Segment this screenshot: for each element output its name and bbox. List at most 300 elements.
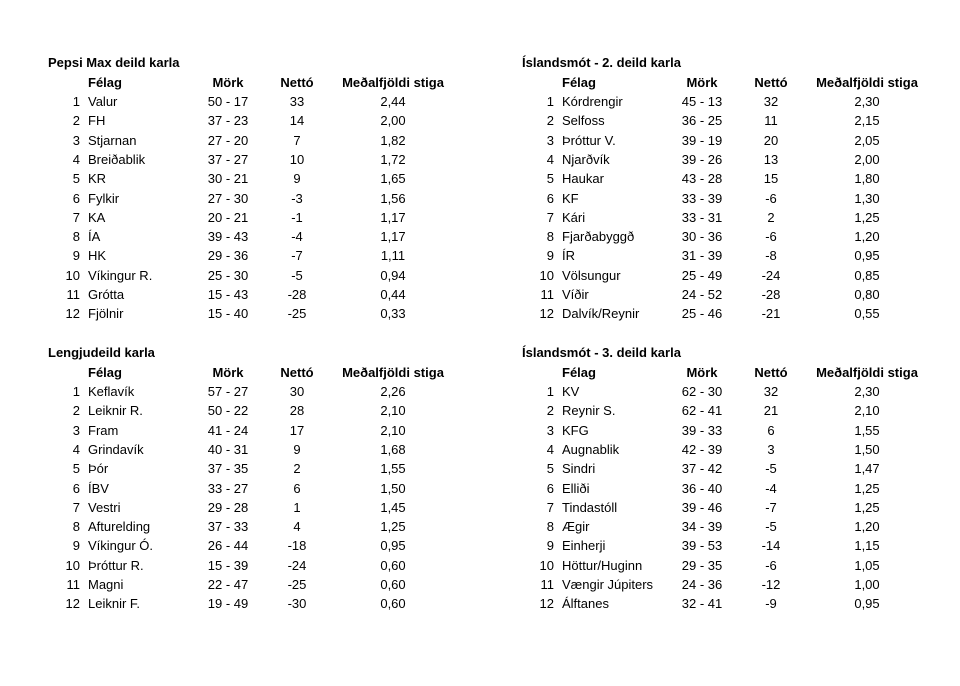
club-cell: Fram [88,422,119,438]
rank-cell: 6 [72,190,80,206]
table-header-row [48,363,488,382]
table-row [522,556,960,575]
table-row [48,150,488,169]
club-cell: Völsungur [562,267,621,283]
club-cell: Leiknir R. [88,403,143,419]
rank-cell: 1 [546,94,554,109]
club-cell: Vængir Júpiters [562,577,654,592]
net-cell: 32 [763,384,779,399]
table-header-row [48,73,488,92]
club-cell: KFG [562,422,589,438]
average-points-cell: 2,15 [854,113,880,129]
score-cell: 26 - 44 [207,538,249,554]
table-row [48,189,488,208]
average-points-cell: 2,30 [854,94,880,109]
table-row [48,131,488,150]
score-cell: 24 - 52 [681,287,723,302]
net-cell: 20 [763,132,779,148]
rank-cell: 4 [546,441,554,457]
club-cell: Fjölnir [88,306,124,322]
net-cell: 30 [289,384,305,399]
table-row [48,498,488,517]
header-club: Félag [562,365,596,380]
net-cell: -7 [765,499,777,515]
net-cell: 9 [293,441,301,457]
score-cell: 42 - 39 [681,441,723,457]
club-cell: Víkingur Ó. [88,538,154,554]
table-row [522,536,960,555]
rank-cell: 8 [72,229,80,245]
average-points-cell: 2,10 [380,422,406,438]
average-points-cell: 2,10 [380,403,406,419]
average-points-cell: 2,30 [854,384,880,399]
score-cell: 15 - 39 [207,557,249,573]
score-cell: 29 - 28 [207,499,249,515]
header-net: Nettó [754,75,788,90]
club-cell: Sindri [562,461,596,477]
club-cell: ÍBV [88,480,109,496]
net-cell: 10 [289,151,305,167]
score-cell: 40 - 31 [207,441,249,457]
club-cell: ÍA [88,229,101,245]
table-row [48,227,488,246]
rank-cell: 2 [546,403,554,419]
score-cell: 19 - 49 [207,596,249,612]
net-cell: -3 [291,190,303,206]
score-cell: 20 - 21 [207,209,249,225]
table-row [48,169,488,188]
rank-cell: 7 [72,499,80,515]
net-cell: 33 [289,94,305,109]
net-cell: 6 [767,422,775,438]
score-cell: 27 - 20 [207,132,249,148]
table-row [48,440,488,459]
average-points-cell: 1,05 [854,557,880,573]
club-cell: Leiknir F. [88,596,141,612]
header-average-points: Meðalfjöldi stiga [816,365,918,380]
table-row [522,111,960,130]
score-cell: 43 - 28 [681,171,723,187]
rank-cell: 5 [546,461,554,477]
rank-cell: 9 [72,538,80,554]
club-cell: Breiðablik [88,151,146,167]
net-cell: -4 [291,229,303,245]
net-cell: -24 [761,267,781,283]
score-cell: 29 - 36 [207,248,249,264]
club-cell: KA [88,209,106,225]
average-points-cell: 2,44 [380,94,406,109]
rank-cell: 10 [65,557,80,573]
rank-cell: 2 [72,113,80,129]
rank-cell: 7 [546,499,554,515]
average-points-cell: 1,50 [380,480,406,496]
average-points-cell: 0,80 [854,287,880,302]
standings-table [522,55,960,328]
club-cell: Þór [88,461,109,477]
club-cell: Reynir S. [562,403,616,419]
table-row [522,421,960,440]
table-row [48,517,488,536]
score-cell: 37 - 42 [681,461,723,477]
average-points-cell: 1,17 [380,229,406,245]
table-row [522,208,960,227]
table-row [522,246,960,265]
club-cell: Kórdrengir [562,94,623,109]
rank-cell: 3 [546,132,554,148]
club-cell: Einherji [562,538,606,554]
score-cell: 34 - 39 [681,519,723,535]
average-points-cell: 1,25 [854,209,880,225]
table-row [48,92,488,111]
club-cell: Kári [562,209,586,225]
club-cell: Stjarnan [88,132,137,148]
score-cell: 22 - 47 [207,577,249,592]
average-points-cell: 1,55 [854,422,880,438]
standings-table [522,345,960,618]
score-cell: 36 - 25 [681,113,723,129]
club-cell: Selfoss [562,113,605,129]
club-cell: FH [88,113,106,129]
score-cell: 25 - 49 [681,267,723,283]
header-net: Nettó [754,365,788,380]
rank-cell: 1 [546,384,554,399]
rank-cell: 10 [65,267,80,283]
club-cell: Njarðvík [562,151,610,167]
club-cell: Víkingur R. [88,267,153,283]
rank-cell: 3 [546,422,554,438]
score-cell: 50 - 22 [207,403,249,419]
net-cell: 3 [767,441,775,457]
net-cell: 17 [289,422,305,438]
rank-cell: 12 [65,306,80,322]
net-cell: 4 [293,519,301,535]
net-cell: -24 [287,557,307,573]
average-points-cell: 1,55 [380,461,406,477]
net-cell: 32 [763,94,779,109]
net-cell: -21 [761,306,781,322]
score-cell: 25 - 46 [681,306,723,322]
net-cell: -18 [287,538,307,554]
club-cell: Fjarðabyggð [562,229,635,245]
net-cell: -1 [291,209,303,225]
club-cell: Elliði [562,480,590,496]
table-row [48,208,488,227]
club-cell: KV [562,384,580,399]
score-cell: 37 - 23 [207,113,249,129]
rank-cell: 12 [65,596,80,612]
club-cell: KR [88,171,107,187]
average-points-cell: 1,25 [854,480,880,496]
club-cell: Afturelding [88,519,151,535]
header-average-points: Meðalfjöldi stiga [816,75,918,90]
net-cell: 7 [293,132,301,148]
table-row [522,189,960,208]
club-cell: ÍR [562,248,575,264]
score-cell: 33 - 31 [681,209,723,225]
average-points-cell: 2,00 [854,151,880,167]
average-points-cell: 0,95 [854,596,880,612]
score-cell: 62 - 30 [681,384,723,399]
rank-cell: 8 [546,229,554,245]
header-net: Nettó [280,365,314,380]
table-header-row [522,73,960,92]
rank-cell: 7 [72,209,80,225]
net-cell: 6 [293,480,301,496]
table-row [48,266,488,285]
table-row [522,169,960,188]
club-cell: HK [88,248,107,264]
average-points-cell: 0,95 [854,248,880,264]
header-score: Mörk [212,365,244,380]
table-row [522,575,960,594]
net-cell: -4 [765,480,777,496]
table-row [522,285,960,304]
rank-cell: 11 [540,287,554,302]
score-cell: 37 - 35 [207,461,249,477]
table-title: Íslandsmót - 3. deild karla [522,345,681,360]
rank-cell: 2 [72,403,80,419]
score-cell: 27 - 30 [207,190,249,206]
average-points-cell: 1,20 [854,519,880,535]
net-cell: 21 [763,403,779,419]
net-cell: 28 [289,403,305,419]
score-cell: 41 - 24 [207,422,249,438]
net-cell: 15 [763,171,779,187]
rank-cell: 4 [72,151,80,167]
table-row [522,479,960,498]
average-points-cell: 1,56 [380,190,406,206]
club-cell: Tindastóll [562,499,618,515]
rank-cell: 11 [66,577,80,592]
club-cell: Valur [88,94,118,109]
table-row [48,382,488,401]
net-cell: -25 [287,577,307,592]
rank-cell: 6 [546,190,554,206]
rank-cell: 5 [72,461,80,477]
average-points-cell: 0,60 [380,596,406,612]
rank-cell: 7 [546,209,554,225]
rank-cell: 11 [540,577,554,592]
rank-cell: 5 [72,171,80,187]
score-cell: 33 - 39 [681,190,723,206]
net-cell: -5 [291,267,303,283]
average-points-cell: 0,44 [380,287,406,302]
average-points-cell: 1,00 [854,577,880,592]
table-row [48,421,488,440]
table-row [48,246,488,265]
score-cell: 36 - 40 [681,480,723,496]
rank-cell: 6 [72,480,80,496]
table-row [48,285,488,304]
table-row [48,594,488,613]
header-average-points: Meðalfjöldi stiga [342,365,444,380]
rank-cell: 8 [546,519,554,535]
club-cell: Augnablik [562,441,620,457]
table-title: Lengjudeild karla [48,345,155,360]
score-cell: 37 - 27 [207,151,249,167]
score-cell: 32 - 41 [681,596,723,612]
table-header-row [522,363,960,382]
net-cell: -12 [761,577,781,592]
net-cell: -5 [765,461,777,477]
standings-table [48,345,488,618]
net-cell: -7 [291,248,303,264]
rank-cell: 1 [72,94,80,109]
average-points-cell: 0,33 [380,306,406,322]
average-points-cell: 1,30 [854,190,880,206]
table-row [522,92,960,111]
average-points-cell: 1,11 [380,248,406,264]
table-row [522,131,960,150]
table-row [522,150,960,169]
score-cell: 57 - 27 [207,384,249,399]
net-cell: 9 [293,171,301,187]
table-row [48,111,488,130]
rank-cell: 2 [546,113,554,129]
net-cell: -6 [765,229,777,245]
net-cell: -5 [765,519,777,535]
rank-cell: 1 [72,384,80,399]
score-cell: 30 - 36 [681,229,723,245]
average-points-cell: 2,05 [854,132,880,148]
net-cell: 2 [293,461,301,477]
rank-cell: 6 [546,480,554,496]
club-cell: Þróttur V. [562,132,616,148]
net-cell: -28 [287,287,307,302]
average-points-cell: 1,80 [854,171,880,187]
average-points-cell: 1,25 [380,519,406,535]
net-cell: -28 [761,287,781,302]
net-cell: -8 [765,248,777,264]
table-row [522,401,960,420]
average-points-cell: 2,00 [380,113,406,129]
average-points-cell: 0,95 [380,538,406,554]
score-cell: 50 - 17 [207,94,249,109]
table-row [48,536,488,555]
score-cell: 37 - 33 [207,519,249,535]
club-cell: Grótta [88,287,125,302]
club-cell: Álftanes [562,596,609,612]
table-row [48,479,488,498]
rank-cell: 12 [539,306,554,322]
net-cell: -9 [765,596,777,612]
score-cell: 33 - 27 [207,480,249,496]
average-points-cell: 0,85 [854,267,880,283]
table-row [48,459,488,478]
club-cell: Grindavík [88,441,144,457]
score-cell: 25 - 30 [207,267,249,283]
average-points-cell: 1,50 [854,441,880,457]
header-club: Félag [88,365,122,380]
score-cell: 39 - 26 [681,151,723,167]
table-row [48,304,488,323]
score-cell: 30 - 21 [207,171,249,187]
table-row [522,440,960,459]
club-cell: Ægir [562,519,590,535]
rank-cell: 10 [539,557,554,573]
average-points-cell: 1,25 [854,499,880,515]
table-row [522,266,960,285]
table-row [48,556,488,575]
table-row [522,594,960,613]
score-cell: 24 - 36 [681,577,723,592]
club-cell: Höttur/Huginn [562,557,643,573]
net-cell: -6 [765,557,777,573]
average-points-cell: 1,72 [380,151,406,167]
table-row [48,401,488,420]
average-points-cell: 1,47 [854,461,880,477]
score-cell: 31 - 39 [681,248,723,264]
average-points-cell: 1,20 [854,229,880,245]
standings-table [48,55,488,328]
rank-cell: 5 [546,171,554,187]
score-cell: 45 - 13 [681,94,723,109]
average-points-cell: 1,65 [380,171,406,187]
table-title: Pepsi Max deild karla [48,55,180,70]
rank-cell: 10 [539,267,554,283]
table-row [522,382,960,401]
table-row [522,227,960,246]
rank-cell: 4 [72,441,80,457]
table-title: Íslandsmót - 2. deild karla [522,55,681,70]
average-points-cell: 1,45 [380,499,406,515]
rank-cell: 11 [66,287,80,302]
net-cell: -6 [765,190,777,206]
rank-cell: 9 [546,538,554,554]
score-cell: 62 - 41 [681,403,723,419]
score-cell: 29 - 35 [681,557,723,573]
average-points-cell: 1,17 [380,209,406,225]
rank-cell: 3 [72,422,80,438]
header-score: Mörk [686,365,718,380]
average-points-cell: 0,55 [854,306,880,322]
score-cell: 39 - 33 [681,422,723,438]
header-score: Mörk [686,75,718,90]
header-average-points: Meðalfjöldi stiga [342,75,444,90]
score-cell: 15 - 43 [207,287,249,302]
header-club: Félag [562,75,596,90]
club-cell: Víðir [562,287,589,302]
net-cell: 13 [763,151,779,167]
average-points-cell: 2,26 [380,384,406,399]
average-points-cell: 1,68 [380,441,406,457]
header-club: Félag [88,75,122,90]
net-cell: 1 [293,499,301,515]
score-cell: 39 - 19 [681,132,723,148]
rank-cell: 12 [539,596,554,612]
rank-cell: 4 [546,151,554,167]
club-cell: KF [562,190,579,206]
score-cell: 39 - 43 [207,229,249,245]
table-row [522,304,960,323]
table-row [522,459,960,478]
club-cell: Keflavík [88,384,135,399]
net-cell: 11 [764,113,778,129]
average-points-cell: 1,15 [854,538,880,554]
net-cell: -25 [287,306,307,322]
rank-cell: 3 [72,132,80,148]
club-cell: Dalvík/Reynir [562,306,640,322]
table-row [522,517,960,536]
score-cell: 39 - 53 [681,538,723,554]
club-cell: Þróttur R. [88,557,144,573]
rank-cell: 9 [546,248,554,264]
score-cell: 39 - 46 [681,499,723,515]
net-cell: -14 [761,538,781,554]
average-points-cell: 0,60 [380,557,406,573]
club-cell: Magni [88,577,124,592]
net-cell: -30 [287,596,307,612]
